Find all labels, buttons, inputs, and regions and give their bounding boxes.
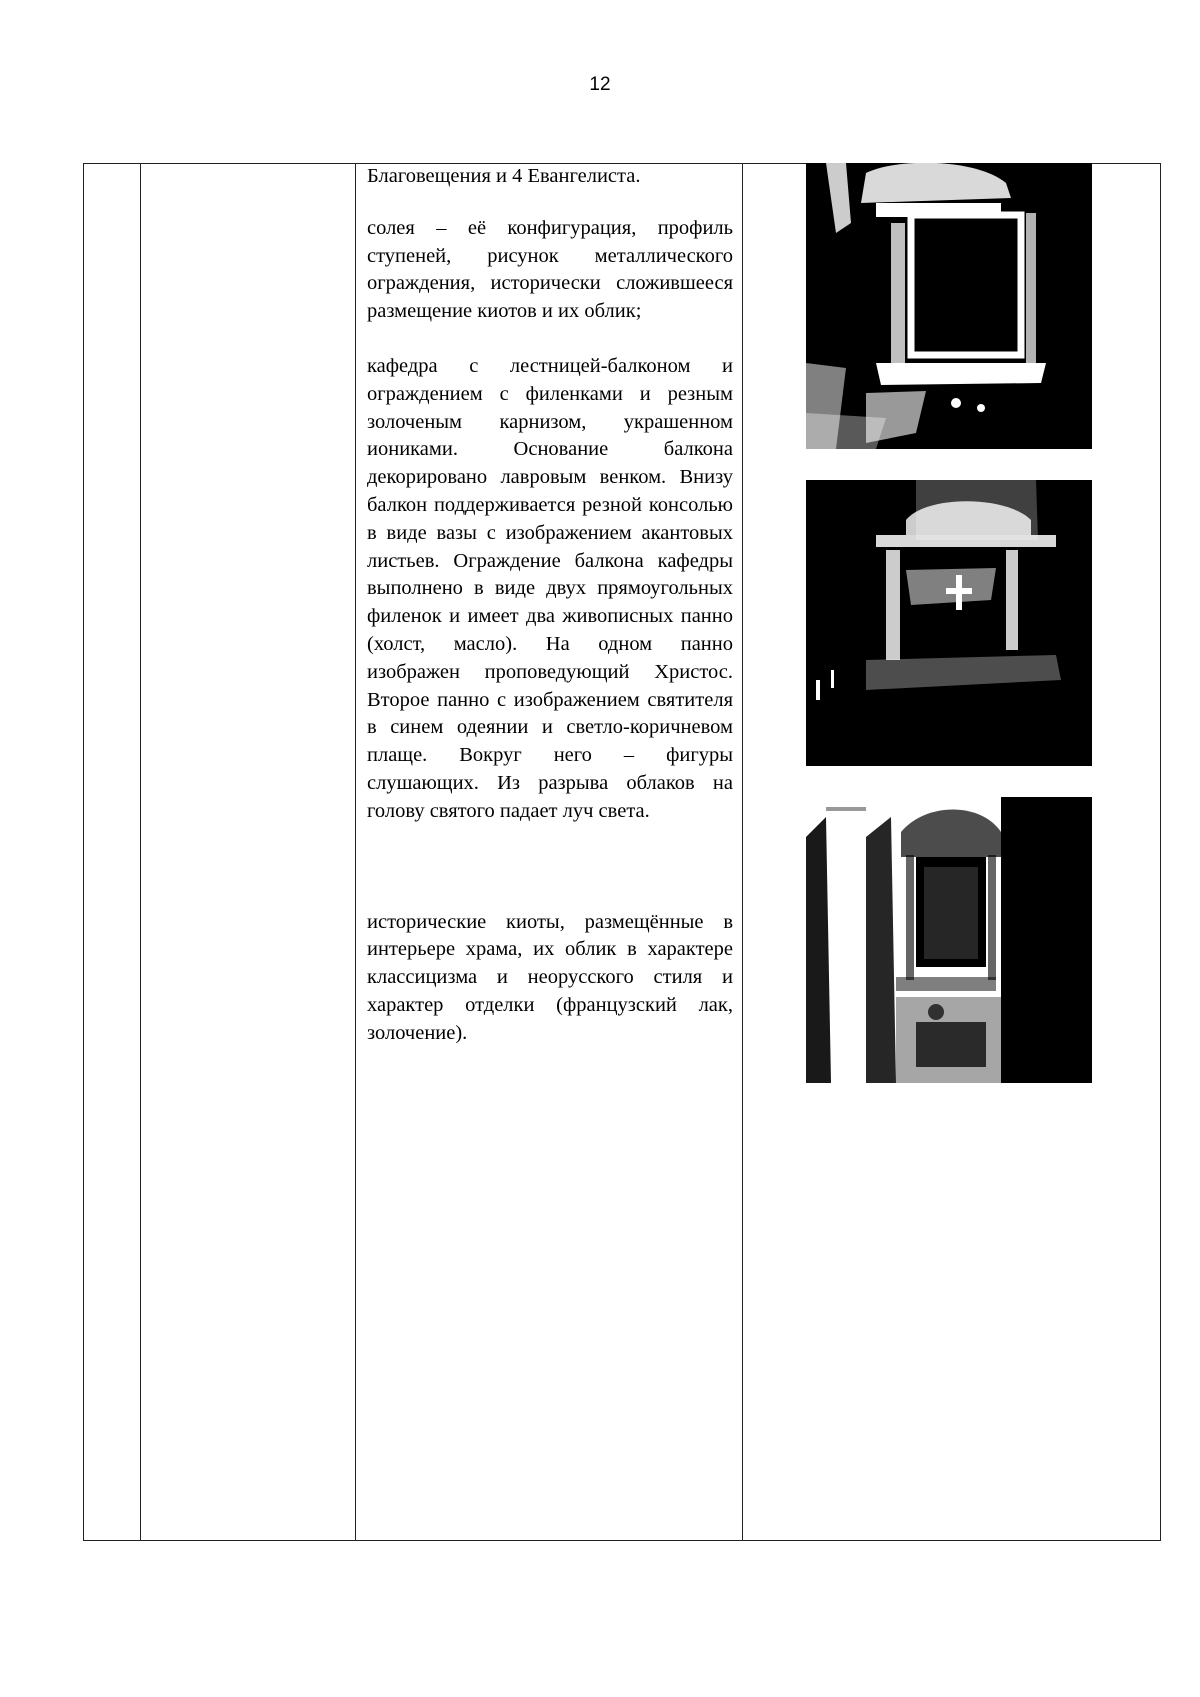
photo-kiot bbox=[806, 797, 1092, 1083]
paragraph-soleas: солея – её конфигурация, профиль ступеней, рисунок металлического ограждения, исторически сложившееся размещение киотов и их облик; bbox=[367, 216, 733, 323]
paragraph-annunciation: Благовещения и 4 Евангелиста. bbox=[367, 165, 641, 187]
description-column bbox=[367, 163, 733, 1048]
column-divider-2 bbox=[355, 163, 356, 1541]
column-divider-1 bbox=[140, 163, 141, 1541]
paragraph-icon-cases: исторические киоты, размещённые в интерьере храма, их облик в характере классицизма и неорусского стиля и характер отделки (французский лак, золочение). bbox=[367, 910, 733, 1044]
photo-iconostasis-frame bbox=[806, 163, 1092, 449]
paragraph-pulpit: кафедра с лестницей-балконом и ограждением с филенками и резным золоченым карнизом, украшенном иониками. Основание балкона декорировано лавровым венком. Внизу балкон поддерживается резной консолью в виде вазы с изображением акантовых листьев. Ограждение балкона кафедры выполнено в виде двух прямоугольных филенок и имеет два живописных панно (холст, масло). На одном панно изображен проповедующий Христос. Второе панно с изображением святителя в синем одеянии и светло-коричневом плаще. Вокруг него – фигуры слушающих. Из разрыва облаков на голову святого падает луч света. bbox=[367, 354, 733, 822]
page-number: 12 bbox=[589, 74, 611, 95]
photo-icon-case bbox=[806, 480, 1092, 766]
column-divider-3 bbox=[742, 163, 743, 1541]
